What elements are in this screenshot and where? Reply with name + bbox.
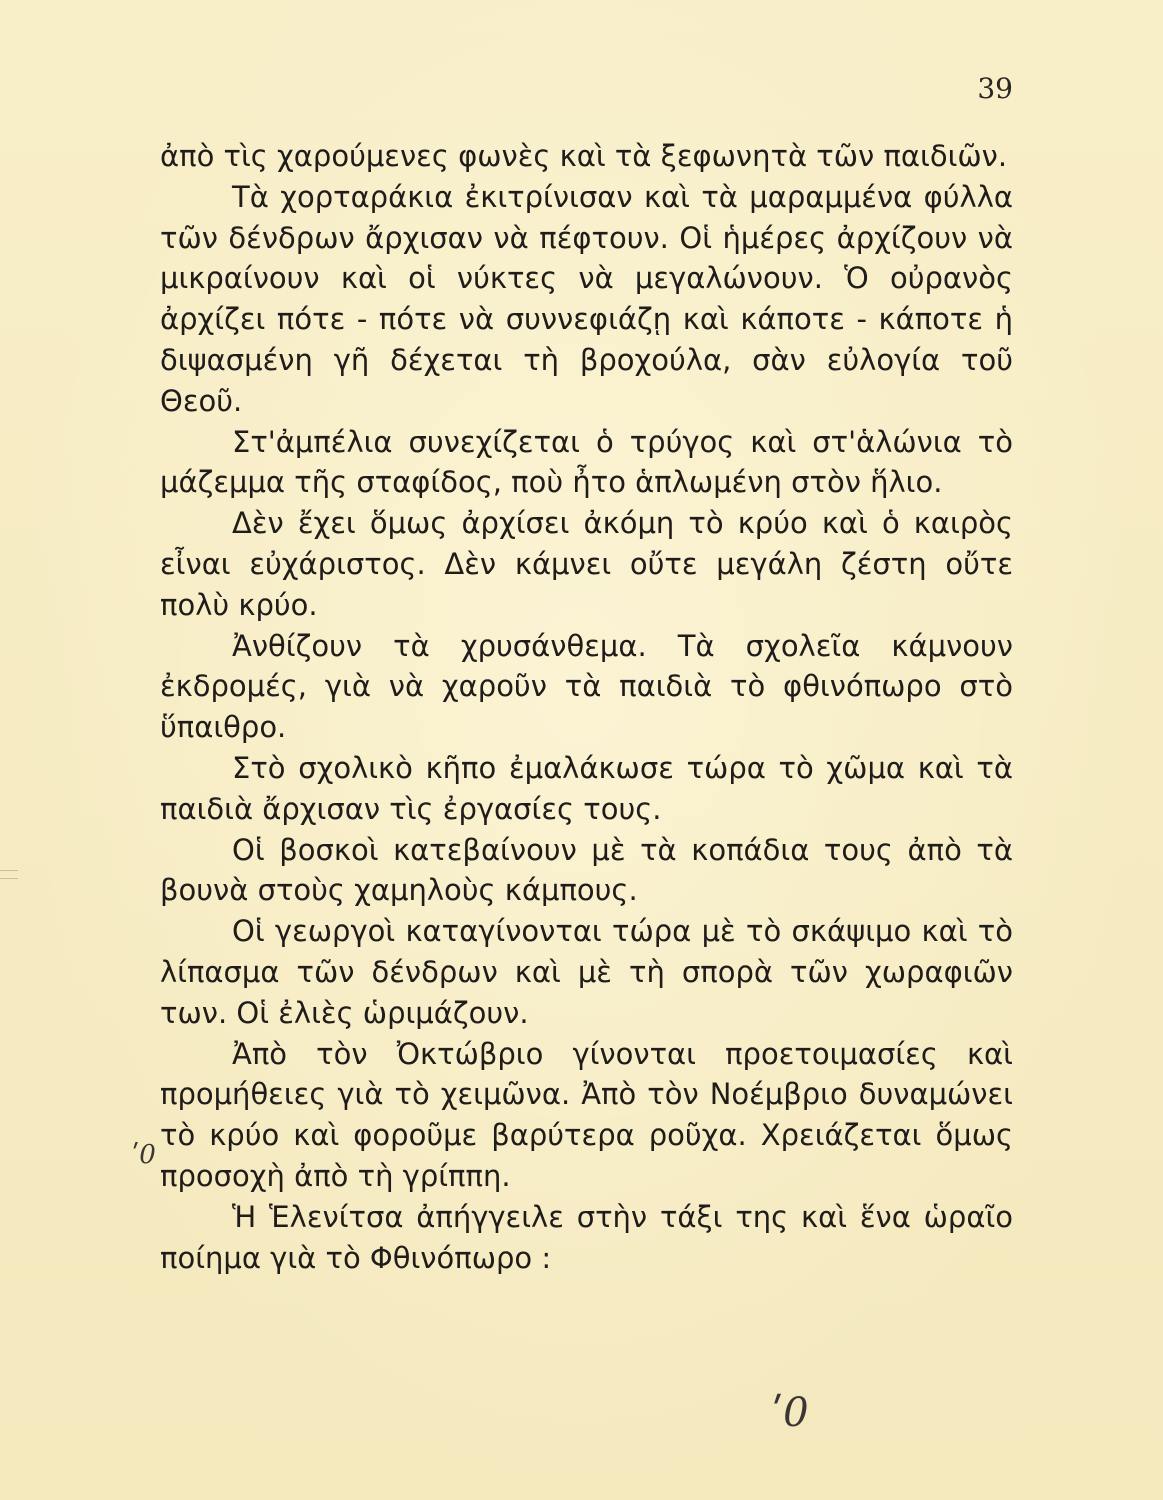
paragraph-6: Στὸ σχολικὸ κῆπο ἐμαλάκωσε τώρα τὸ χῶμα καὶ τὰ παιδιὰ ἄρχισαν τὶς ἐργασίες τους.	[160, 750, 1013, 826]
paragraph-10: Ἡ Ἑλενίτσα ἀπήγγειλε στὴν τάξι της καὶ ἕνα ὡραῖο ποίημα γιὰ τὸ Φθινόπωρο :	[160, 1199, 1013, 1275]
body-text	[160, 136, 1013, 1278]
binding-thread-mark	[0, 870, 18, 871]
paragraph-2: Τὰ χορταράκια ἐκιτρίνισαν καὶ τὰ μαραμμένα φύλλα τῶν δένδρων ἄρχισαν νὰ πέφτουν. Οἱ ἡμέρες ἀρχίζουν νὰ μικραίνουν καὶ οἱ νύκτες νὰ μεγαλώνουν. Ὁ οὐρανὸς ἀρχίζει πότε - πότε νὰ συννεφιάζῃ καὶ κάποτε - κάποτε ἡ διψασμένη γῆ δέχεται τὴ βροχούλα, σὰν εὐλογία τοῦ Θεοῦ.	[160, 179, 1013, 418]
paragraph-9: Ἀπὸ τὸν Ὀκτώβριο γίνονται προετοιμασίες καὶ προμήθειες γιὰ τὸ χειμῶνα. Ἀπὸ τὸν Νοέμβριο δυναμώνει τὸ κρύο καὶ φοροῦμε βαρύτερα ροῦχα. Χρειάζεται ὅμως προσοχὴ ἀπὸ τὴ γρίππη.	[160, 1036, 1013, 1193]
paragraph-3: Στ'ἀμπέλια συνεχίζεται ὁ τρύγος καὶ στ'ἁλώνια τὸ μάζεμμα τῆς σταφίδος, ποὺ ἦτο ἁπλωμένη στὸν ἥλιο.	[160, 424, 1013, 500]
handwritten-mark-bottom: ʹ0	[772, 1390, 809, 1436]
paragraph-5: Ἀνθίζουν τὰ χρυσάνθεμα. Τὰ σχολεῖα κάμνουν ἐκδρομές, γιὰ νὰ χαροῦν τὰ παιδιὰ τὸ φθινόπωρο στὸ ὕπαιθρο.	[160, 628, 1013, 745]
paragraph-1: ἀπὸ τὶς χαρούμενες φωνὲς καὶ τὰ ξεφωνητὰ τῶν παιδιῶν.	[160, 139, 1008, 173]
paragraph-8: Οἱ γεωργοὶ καταγίνονται τώρα μὲ τὸ σκάψιμο καὶ τὸ λίπασμα τῶν δένδρων καὶ μὲ τὴ σπορὰ τῶν χωραφιῶν των. Οἱ ἐλιὲς ὡριμάζουν.	[160, 914, 1013, 1030]
handwritten-mark-left: ʹ0	[132, 1140, 156, 1170]
paragraph-4: Δὲν ἔχει ὅμως ἀρχίσει ἀκόμη τὸ κρύο καὶ ὁ καιρὸς εἶναι εὐχάριστος. Δὲν κάμνει οὔτε μεγάλη ζέστη οὔτε πολὺ κρύο.	[160, 506, 1013, 622]
page-number: 39	[977, 72, 1013, 105]
paragraph-7: Οἱ βοσκοὶ κατεβαίνουν μὲ τὰ κοπάδια τους ἀπὸ τὰ βουνὰ στοὺς χαμηλοὺς κάμπους.	[160, 832, 1013, 908]
binding-thread-mark	[0, 878, 18, 879]
